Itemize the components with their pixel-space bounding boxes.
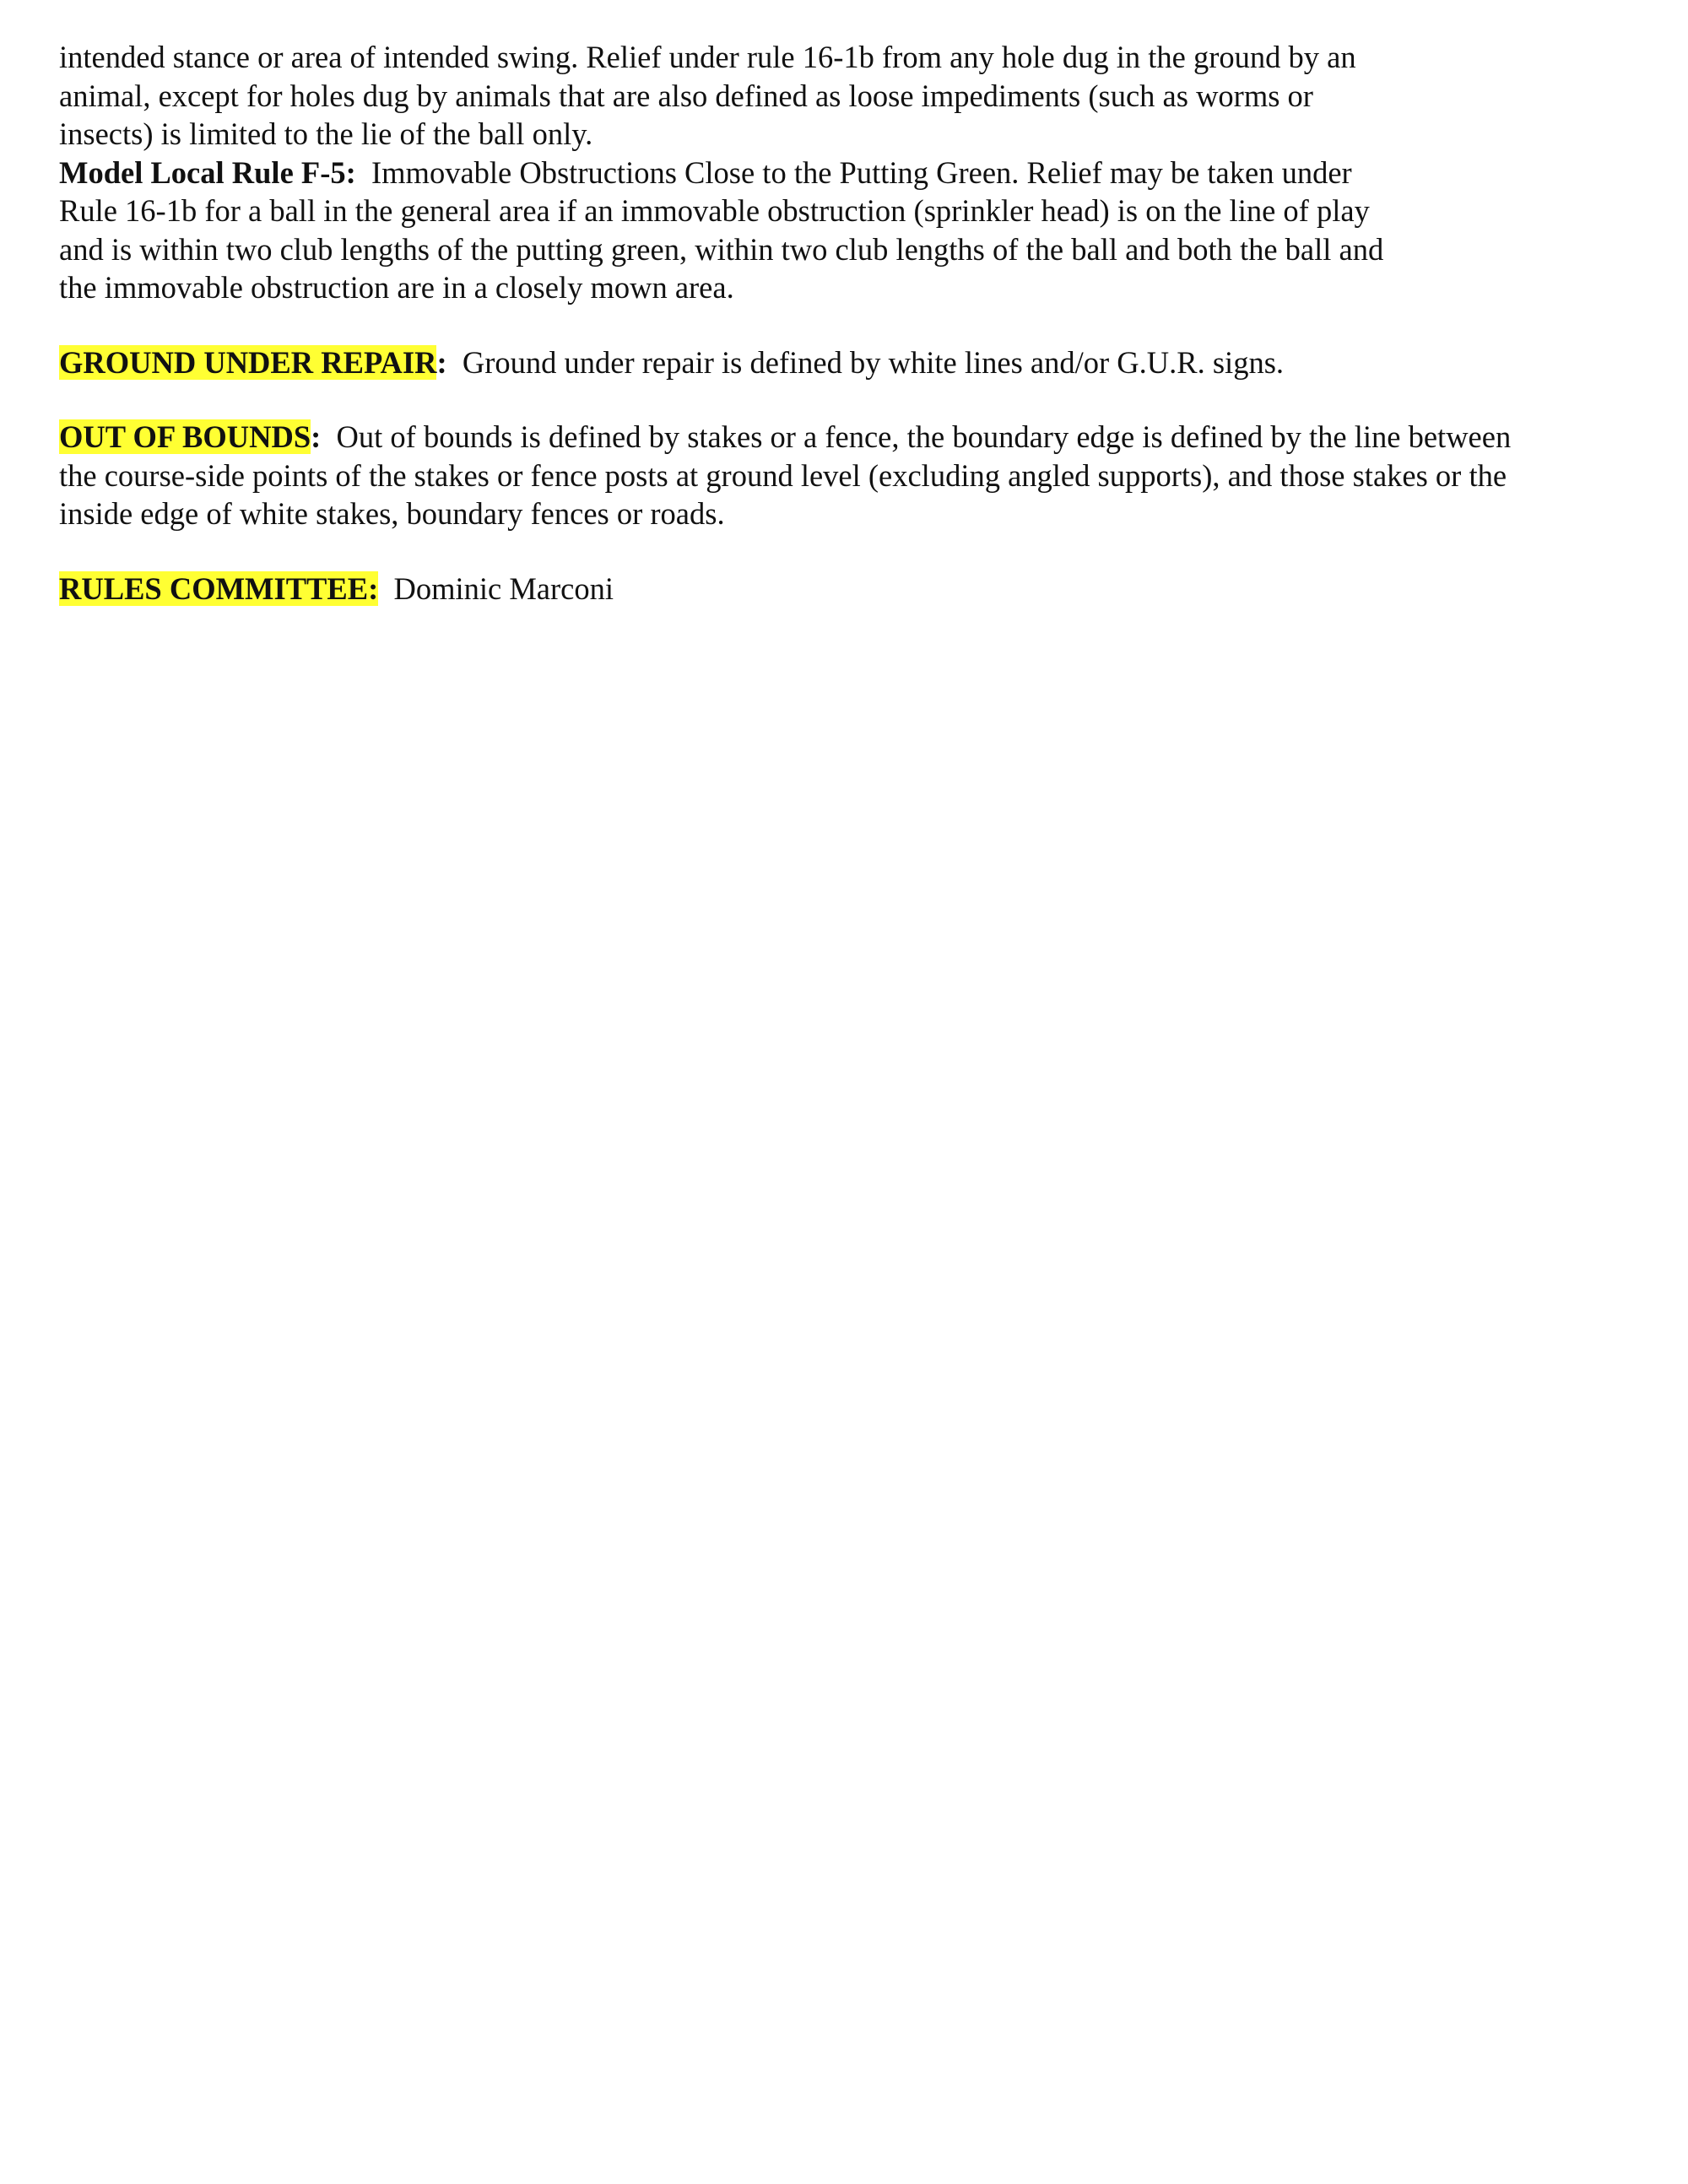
- rules-committee-line: [59, 570, 1646, 608]
- section-spacer: [59, 533, 1646, 570]
- rules-committee-name: Dominic Marconi: [393, 570, 614, 606]
- intro-line-2: animal, except for holes dug by animals that are also defined as loose impediments (such as worms or: [59, 78, 1313, 113]
- ground-under-repair-label: GROUND UNDER REPAIR: [59, 344, 437, 380]
- document-page: [59, 38, 1646, 608]
- section-spacer: [59, 307, 1646, 343]
- out-of-bounds-colon: :: [311, 419, 322, 454]
- ground-under-repair-line: [59, 343, 1646, 382]
- model-rule-label: Model Local Rule F-5:: [59, 154, 356, 190]
- intro-line-1: intended stance or area of intended swing. Relief under rule 16-1b from any hole dug in the ground by an: [59, 40, 1356, 74]
- out-of-bounds-line-2: the course-side points of the stakes or fence posts at ground level (excluding angled supports), and those stakes or the: [59, 457, 1507, 493]
- section-spacer: [59, 381, 1646, 418]
- out-of-bounds-label: OUT OF BOUNDS: [59, 419, 311, 454]
- out-of-bounds-heading-line: [59, 418, 1646, 457]
- out-of-bounds-line-3: inside edge of white stakes, boundary fences or roads.: [59, 496, 725, 531]
- out-of-bounds-first-line: Out of bounds is defined by stakes or a fence, the boundary edge is defined by the line between: [336, 419, 1512, 454]
- ground-under-repair-colon: :: [436, 344, 447, 380]
- ground-under-repair-text: Ground under repair is defined by white lines and/or G.U.R. signs.: [462, 344, 1285, 380]
- model-rule-first-line: Immovable Obstructions Close to the Putting Green. Relief may be taken under: [371, 154, 1352, 190]
- model-rule-line-4: the immovable obstruction are in a closely mown area.: [59, 270, 734, 305]
- rules-committee-label: RULES COMMITTEE:: [59, 570, 379, 606]
- model-rule-heading-line: [59, 154, 1646, 192]
- model-rule-line-2: Rule 16-1b for a ball in the general area if an immovable obstruction (sprinkler head) is on the line of play: [59, 193, 1370, 228]
- intro-line-3: insects) is limited to the lie of the ball only.: [59, 116, 593, 151]
- model-rule-line-3: and is within two club lengths of the putting green, within two club lengths of the ball and both the ball and: [59, 231, 1384, 267]
